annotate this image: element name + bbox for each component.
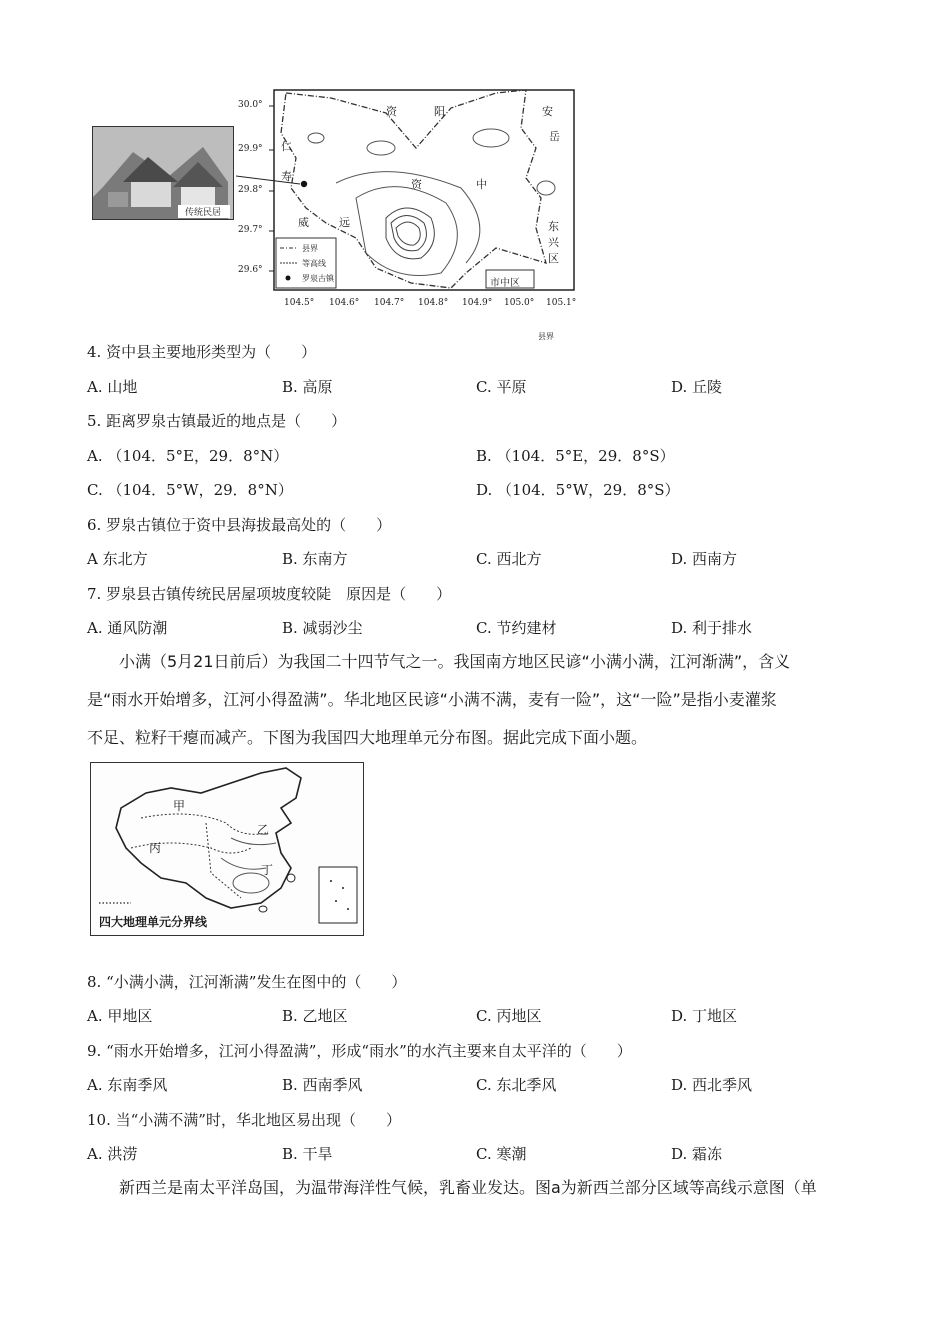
option-b[interactable]: B. 乙地区 bbox=[282, 1007, 348, 1025]
axis-y-label: 29.7° bbox=[238, 225, 263, 235]
question-4: 4. 资中县主要地形类型为（ ） bbox=[87, 343, 317, 361]
axis-x-label: 104.9° bbox=[462, 298, 493, 308]
option-b[interactable]: B. 干旱 bbox=[282, 1145, 333, 1163]
place-label: 兴 bbox=[548, 236, 559, 249]
photo-traditional-house bbox=[92, 126, 234, 220]
contour-map bbox=[236, 88, 582, 341]
option-b[interactable]: B. 西南季风 bbox=[282, 1076, 363, 1094]
china-regions-map bbox=[90, 762, 364, 936]
place-label: 寿 bbox=[281, 170, 292, 183]
china-map-svg bbox=[91, 763, 363, 935]
option-b[interactable]: B. 减弱沙尘 bbox=[282, 619, 363, 637]
option-d[interactable]: D. 西北季风 bbox=[671, 1076, 753, 1094]
place-label: 阳 bbox=[434, 105, 445, 118]
option-d[interactable]: D. 西南方 bbox=[671, 550, 738, 568]
option-c[interactable]: C. 西北方 bbox=[476, 550, 542, 568]
passage-xiaoman bbox=[87, 643, 867, 757]
place-label: 市中区 bbox=[490, 278, 520, 289]
place-label: 中 bbox=[476, 178, 487, 191]
place-label: 资 bbox=[386, 105, 397, 118]
place-label: 威 bbox=[298, 216, 309, 229]
photo-caption: 传统民居 bbox=[185, 208, 222, 218]
region-jia: 甲 bbox=[173, 799, 186, 813]
question-8: 8. “小满小满，江河渐满”发生在图中的（ ） bbox=[87, 973, 407, 991]
axis-y-label: 29.8° bbox=[238, 185, 263, 195]
axis-y-label: 29.6° bbox=[238, 265, 263, 275]
place-label: 资 bbox=[411, 178, 422, 191]
legend-county: 县界 bbox=[302, 244, 318, 253]
axis-x-label: 104.6° bbox=[329, 298, 360, 308]
option-d[interactable]: D. （104．5°W，29．8°S） bbox=[476, 481, 680, 499]
place-label: 安 bbox=[542, 105, 553, 118]
option-c[interactable]: C. 寒潮 bbox=[476, 1145, 527, 1163]
passage-line: 是“雨水开始增多，江河小得盈满”。华北地区民谚“小满不满，麦有一险”，这“一险”是指小麦灌浆 bbox=[87, 690, 777, 709]
axis-y-label: 30.0° bbox=[238, 100, 263, 110]
place-label: 远 bbox=[339, 216, 350, 229]
axis-y-label: 29.9° bbox=[238, 144, 263, 154]
option-a[interactable]: A. 甲地区 bbox=[87, 1007, 153, 1025]
option-b[interactable]: B. （104．5°E，29．8°S） bbox=[476, 447, 675, 465]
region-yi: 乙 bbox=[257, 823, 270, 837]
passage-line: 不足、粒籽干瘪而减产。下图为我国四大地理单元分布图。据此完成下面小题。 bbox=[87, 728, 648, 747]
option-a[interactable]: A. 洪涝 bbox=[87, 1145, 138, 1163]
passage-line: 新西兰是南太平洋岛国，为温带海洋性气候，乳畜业发达。图a为新西兰部分区域等高线示意图（单 bbox=[119, 1178, 817, 1197]
option-a[interactable]: A. 东南季风 bbox=[87, 1076, 168, 1094]
option-c[interactable]: C. 丙地区 bbox=[476, 1007, 542, 1025]
option-a[interactable]: A. 山地 bbox=[87, 378, 138, 396]
option-d[interactable]: D. 丁地区 bbox=[671, 1007, 738, 1025]
option-a[interactable]: A 东北方 bbox=[87, 550, 148, 568]
map-legend: 四大地理单元分界线 bbox=[99, 915, 208, 929]
option-d[interactable]: D. 丘陵 bbox=[671, 378, 723, 396]
contour-map-svg bbox=[236, 88, 582, 316]
option-d[interactable]: D. 利于排水 bbox=[671, 619, 753, 637]
place-label: 东 bbox=[548, 220, 559, 233]
option-d[interactable]: D. 霜冻 bbox=[671, 1145, 723, 1163]
axis-x-label: 105.1° bbox=[546, 298, 577, 308]
question-9: 9. “雨水开始增多，江河小得盈满”，形成“雨水”的水汽主要来自太平洋的（ ） bbox=[87, 1042, 632, 1060]
question-5: 5. 距离罗泉古镇最近的地点是（ ） bbox=[87, 412, 347, 430]
option-c[interactable]: C. 平原 bbox=[476, 378, 527, 396]
axis-x-label: 104.8° bbox=[418, 298, 449, 308]
option-a[interactable]: A. （104．5°E，29．8°N） bbox=[87, 447, 289, 465]
place-label: 区 bbox=[548, 252, 559, 265]
option-b[interactable]: B. 东南方 bbox=[282, 550, 348, 568]
passage-new-zealand bbox=[87, 1169, 867, 1207]
question-6: 6. 罗泉古镇位于资中县海拔最高处的（ ） bbox=[87, 516, 392, 534]
region-bing: 丙 bbox=[149, 841, 162, 855]
axis-x-label: 104.5° bbox=[284, 298, 315, 308]
axis-x-label: 105.0° bbox=[504, 298, 535, 308]
passage-line: 小满（5月21日前后）为我国二十四节气之一。我国南方地区民谚“小满小满，江河渐满”，含义 bbox=[119, 652, 791, 671]
question-7: 7. 罗泉县古镇传统民居屋项坡度较陡 原因是（ ） bbox=[87, 585, 452, 603]
question-10: 10. 当“小满不满”时，华北地区易出现（ ） bbox=[87, 1111, 401, 1129]
place-label: 仁 bbox=[281, 140, 292, 153]
place-label: 岳 bbox=[549, 130, 560, 143]
option-c[interactable]: C. 东北季风 bbox=[476, 1076, 557, 1094]
region-ding: 丁 bbox=[261, 863, 274, 877]
option-c[interactable]: C. 节约建材 bbox=[476, 619, 557, 637]
option-c[interactable]: C. （104．5°W，29．8°N） bbox=[87, 481, 293, 499]
axis-x-label: 104.7° bbox=[374, 298, 405, 308]
legend-item: 县界 bbox=[538, 332, 554, 341]
option-b[interactable]: B. 高原 bbox=[282, 378, 333, 396]
legend-contour: 等高线 bbox=[302, 259, 326, 268]
legend-town: 罗泉古镇 bbox=[302, 274, 334, 283]
option-a[interactable]: A. 通风防潮 bbox=[87, 619, 168, 637]
